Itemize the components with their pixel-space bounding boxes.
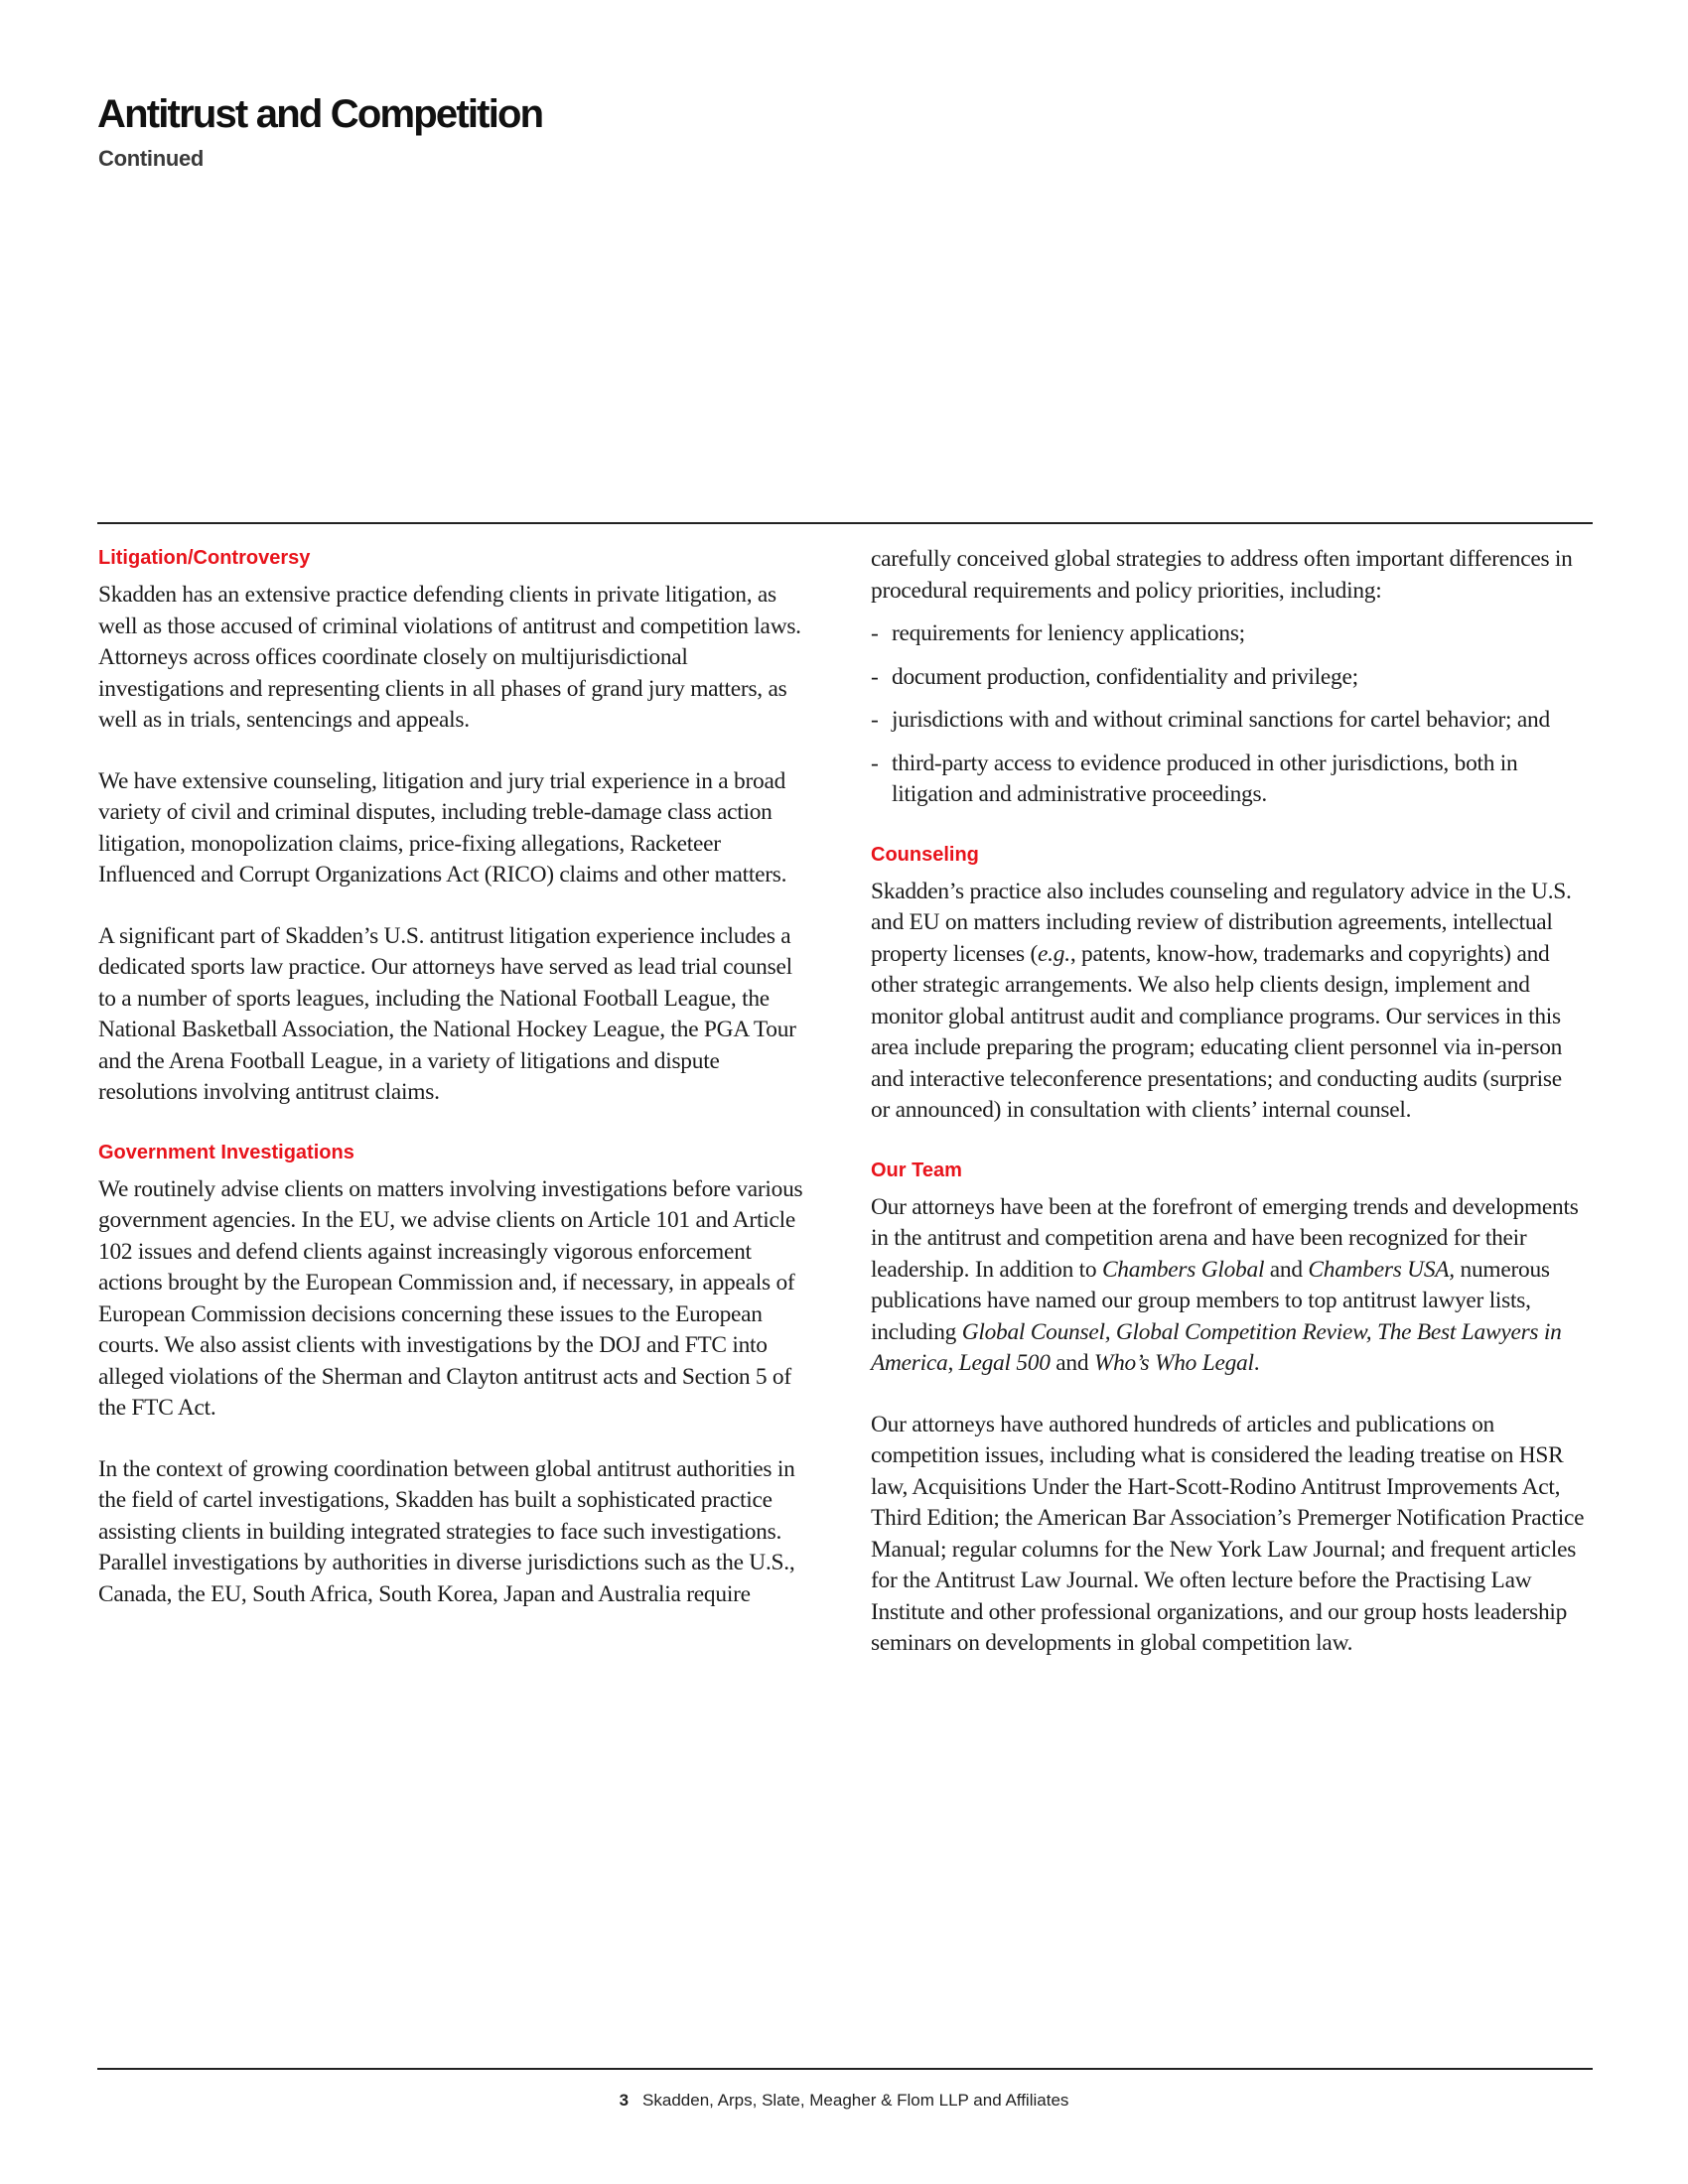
list-item-text: jurisdictions with and without criminal sanctions for cartel behavior; and bbox=[892, 707, 1550, 733]
section-heading-counseling: Counseling bbox=[871, 843, 979, 866]
left-column bbox=[98, 544, 813, 1640]
dash-bullet: - bbox=[871, 707, 879, 733]
list-item-text: third-party access to evidence produced in other jurisdictions, both in litigation and administrative proceedings. bbox=[892, 750, 1518, 807]
strategy-list bbox=[871, 618, 1586, 811]
page-subtitle: Continued bbox=[98, 146, 205, 171]
page-footer bbox=[0, 2090, 1688, 2112]
section-our-team bbox=[871, 1157, 1586, 1660]
litigation-paragraph-2: We have extensive counseling, litigation and jury trial experience in a broad variety of civil and criminal disputes, including treble-damage class action litigation, monopolization claims, price-fixing allegations, Racketeer Influenced and Corrupt Organizations Act (RICO) claims and other matters. bbox=[98, 767, 787, 887]
section-counseling bbox=[871, 841, 1586, 1127]
list-item-text: requirements for leniency applications; bbox=[892, 620, 1245, 646]
section-heading-our-team: Our Team bbox=[871, 1159, 962, 1181]
our-team-paragraph-2: Our attorneys have authored hundreds of articles and publications on competition issues, including what is considered the leading treatise on HSR law, Acquisitions Under the Hart-Scott-Rodino Antitrust Improvements Act, Third Edition; the American Bar Association’s Premerger Notification Practice Manual; regular columns for the New York Law Journal; and frequent articles for the Antitrust Law Journal. We often lecture before the Practising Law Institute and other professional organizations, and our group hosts leadership seminars on developments in global competition law. bbox=[871, 1411, 1585, 1656]
top-divider bbox=[97, 522, 1593, 524]
our-team-paragraph-1: Our attorneys have been at the forefront of emerging trends and developments in the antitrust and competition arena and have been recognized for their leadership. In addition to Chambers Global and Chambers USA, numerous publications have named our group members to top antitrust lawyer lists, including Global Counsel, Global Competition Review, The Best Lawyers in America, Legal 500 and Who’s Who Legal. bbox=[871, 1193, 1579, 1376]
counseling-paragraph: Skadden’s practice also includes counseling and regulatory advice in the U.S. and EU on matters including review of distribution agreements, intellectual property licenses (e.g., patents, know-how, trademarks and copyrights) and other strategic arrangements. We also help clients design, implement and monitor global antitrust audit and compliance programs. Our services in this area include preparing the program; educating client personnel via in-person and interactive teleconference presentations; and conducting audits (surprise or announced) in consultation with clients’ internal counsel. bbox=[871, 878, 1572, 1123]
litigation-paragraph-1: Skadden has an extensive practice defending clients in private litigation, as well as those accused of criminal violations of antitrust and competition laws. Attorneys across offices coordinate closely on multijurisdictional investigations and representing clients in all phases of grand jury matters, as well as in trials, sentencings and appeals. bbox=[98, 582, 801, 733]
list-item-text: document production, confidentiality and privilege; bbox=[892, 663, 1358, 690]
bottom-divider bbox=[97, 2068, 1593, 2070]
dash-bullet: - bbox=[871, 620, 879, 646]
list-item bbox=[871, 749, 1586, 811]
government-paragraph-1: We routinely advise clients on matters involving investigations before various government agencies. In the EU, we advise clients on Article 101 and Article 102 issues and defend clients against increasingly vigorous enforcement actions brought by the European Commission and, if necessary, in appeals of European Commission decisions concerning these issues to the European courts. We also assist clients with investigations by the DOJ and FTC into alleged violations of the Sherman and Clayton antitrust acts and Section 5 of the FTC Act. bbox=[98, 1175, 803, 1421]
footer-firm-name: Skadden, Arps, Slate, Meagher & Flom LLP and Affiliates bbox=[642, 2091, 1069, 2110]
section-litigation bbox=[98, 544, 813, 1109]
list-item bbox=[871, 662, 1586, 694]
page-number: 3 bbox=[619, 2091, 630, 2110]
list-item bbox=[871, 705, 1586, 737]
section-government-investigations bbox=[98, 1139, 813, 1611]
dash-bullet: - bbox=[871, 663, 879, 690]
section-heading-government: Government Investigations bbox=[98, 1141, 354, 1163]
list-item bbox=[871, 618, 1586, 650]
government-continuation: carefully conceived global strategies to address often important differences in procedural requirements and policy priorities, including: bbox=[871, 546, 1573, 604]
section-government-continued bbox=[871, 544, 1586, 811]
government-paragraph-2: In the context of growing coordination between global antitrust authorities in the field of cartel investigations, Skadden has built a sophisticated practice assisting clients in building integrated strategies to face such investigations. Parallel investigations by authorities in diverse jurisdictions such as the U.S., Canada, the EU, South Africa, South Korea, Japan and Australia require bbox=[98, 1455, 795, 1607]
litigation-paragraph-3: A significant part of Skadden’s U.S. antitrust litigation experience includes a dedicated sports law practice. Our attorneys have served as lead trial counsel to a number of sports leagues, including the National Football League, the National Basketball Association, the National Hockey League, the PGA Tour and the Arena Football League, in a variety of litigations and dispute resolutions involving antitrust claims. bbox=[98, 922, 796, 1105]
dash-bullet: - bbox=[871, 750, 879, 776]
right-column bbox=[871, 544, 1586, 1690]
section-heading-litigation: Litigation/Controversy bbox=[98, 547, 311, 569]
page-title: Antitrust and Competition bbox=[97, 92, 543, 136]
